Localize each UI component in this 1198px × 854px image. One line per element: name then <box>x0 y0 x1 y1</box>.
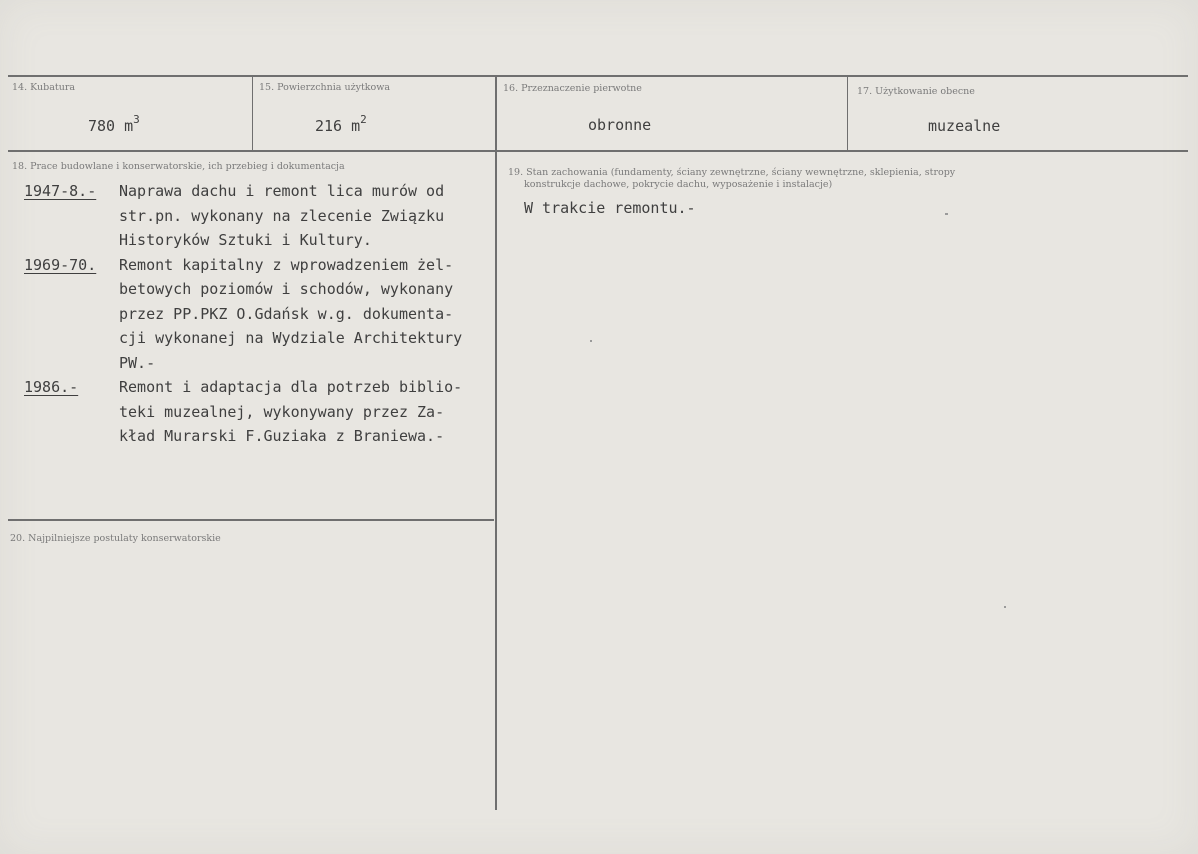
stan-label-line-1: 19. Stan zachowania (fundamenty, ściany zewnętrzne, ściany wewnętrzne, sklepienia, stropy <box>508 167 956 178</box>
prace-entry-3-date: 1986.- <box>24 378 79 396</box>
powierzchnia-value <box>315 115 367 135</box>
kubatura-number: 780 m <box>88 117 134 135</box>
prace-entry-1-line-1 <box>24 179 494 204</box>
powierzchnia-number: 216 m <box>315 117 361 135</box>
stan-label-line-2: konstrukcje dachowe, pokrycie dachu, wyposażenie i instalacje) <box>524 179 833 190</box>
uzytkowanie-value: muzealne <box>928 117 1001 135</box>
prace-entry-2-line-3 <box>24 302 494 327</box>
rule-vert-1 <box>252 75 253 151</box>
prace-entry-2-text-1: Remont kapitalny z wprowadzeniem żel- <box>119 255 454 274</box>
prace-entry-2-line-5 <box>24 351 494 376</box>
powierzchnia-exponent: 2 <box>360 113 367 126</box>
prace-entry-1-text-2: str.pn. wykonany na zlecenie Związku <box>119 206 445 225</box>
prace-entry-2-text-2: betowych poziomów i schodów, wykonany <box>119 280 454 298</box>
prace-entry-2-text-4: cji wykonanej na Wydziale Architektury <box>119 329 463 347</box>
prace-entry-3-text-1: Remont i adaptacja dla potrzeb biblio- <box>119 378 463 396</box>
prace-entry-1-text-3: Historyków Sztuki i Kultury. <box>119 231 372 249</box>
prace-entry-3-line-3 <box>24 424 494 449</box>
rule-vert-2 <box>495 75 497 810</box>
rule-middle <box>8 150 1188 152</box>
prace-entry-3-line-1 <box>24 375 494 400</box>
kubatura-value <box>88 115 140 135</box>
prace-entry-1-line-3 <box>24 228 494 253</box>
prace-entry-3-text-2: teki muzealnej, wykonywany przez Za- <box>119 402 445 421</box>
prace-entry-2-date: 1969-70. <box>24 255 97 274</box>
prace-entry-1-text-1: Naprawa dachu i remont lica murów od <box>119 182 445 200</box>
kubatura-exponent: 3 <box>133 113 140 126</box>
rule-left-bottom <box>8 519 494 521</box>
rule-top <box>8 75 1188 77</box>
prace-entry-1-line-2 <box>24 204 494 229</box>
prace-entry-2-line-2 <box>24 277 494 302</box>
prace-entry-3-text-3: kład Murarski F.Guziaka z Braniewa.- <box>119 427 445 445</box>
prace-entry-1-date: 1947-8.- <box>24 182 97 200</box>
paper-speck <box>945 213 948 215</box>
postulaty-label: 20. Najpilniejsze postulaty konserwatorskie <box>10 533 221 544</box>
prace-entry-2-line-1 <box>24 253 494 278</box>
uzytkowanie-label: 17. Użytkowanie obecne <box>857 86 975 97</box>
powierzchnia-label: 15. Powierzchnia użytkowa <box>259 82 391 93</box>
przeznaczenie-label: 16. Przeznaczenie pierwotne <box>503 83 642 94</box>
prace-entries <box>24 179 494 449</box>
rule-vert-3 <box>847 75 848 151</box>
prace-entry-2-text-5: PW.- <box>119 353 156 372</box>
przeznaczenie-value: obronne <box>588 116 652 134</box>
stan-value: W trakcie remontu.- <box>524 199 696 217</box>
paper-speck <box>590 340 592 342</box>
paper-speck <box>1004 606 1006 608</box>
prace-label: 18. Prace budowlane i konserwatorskie, ich przebieg i dokumentacja <box>12 161 345 172</box>
prace-entry-2-text-3: przez PP.PKZ O.Gdańsk w.g. dokumenta- <box>119 304 454 323</box>
prace-entry-3-line-2 <box>24 400 494 425</box>
prace-entry-2-line-4 <box>24 326 494 351</box>
kubatura-label: 14. Kubatura <box>12 82 76 93</box>
